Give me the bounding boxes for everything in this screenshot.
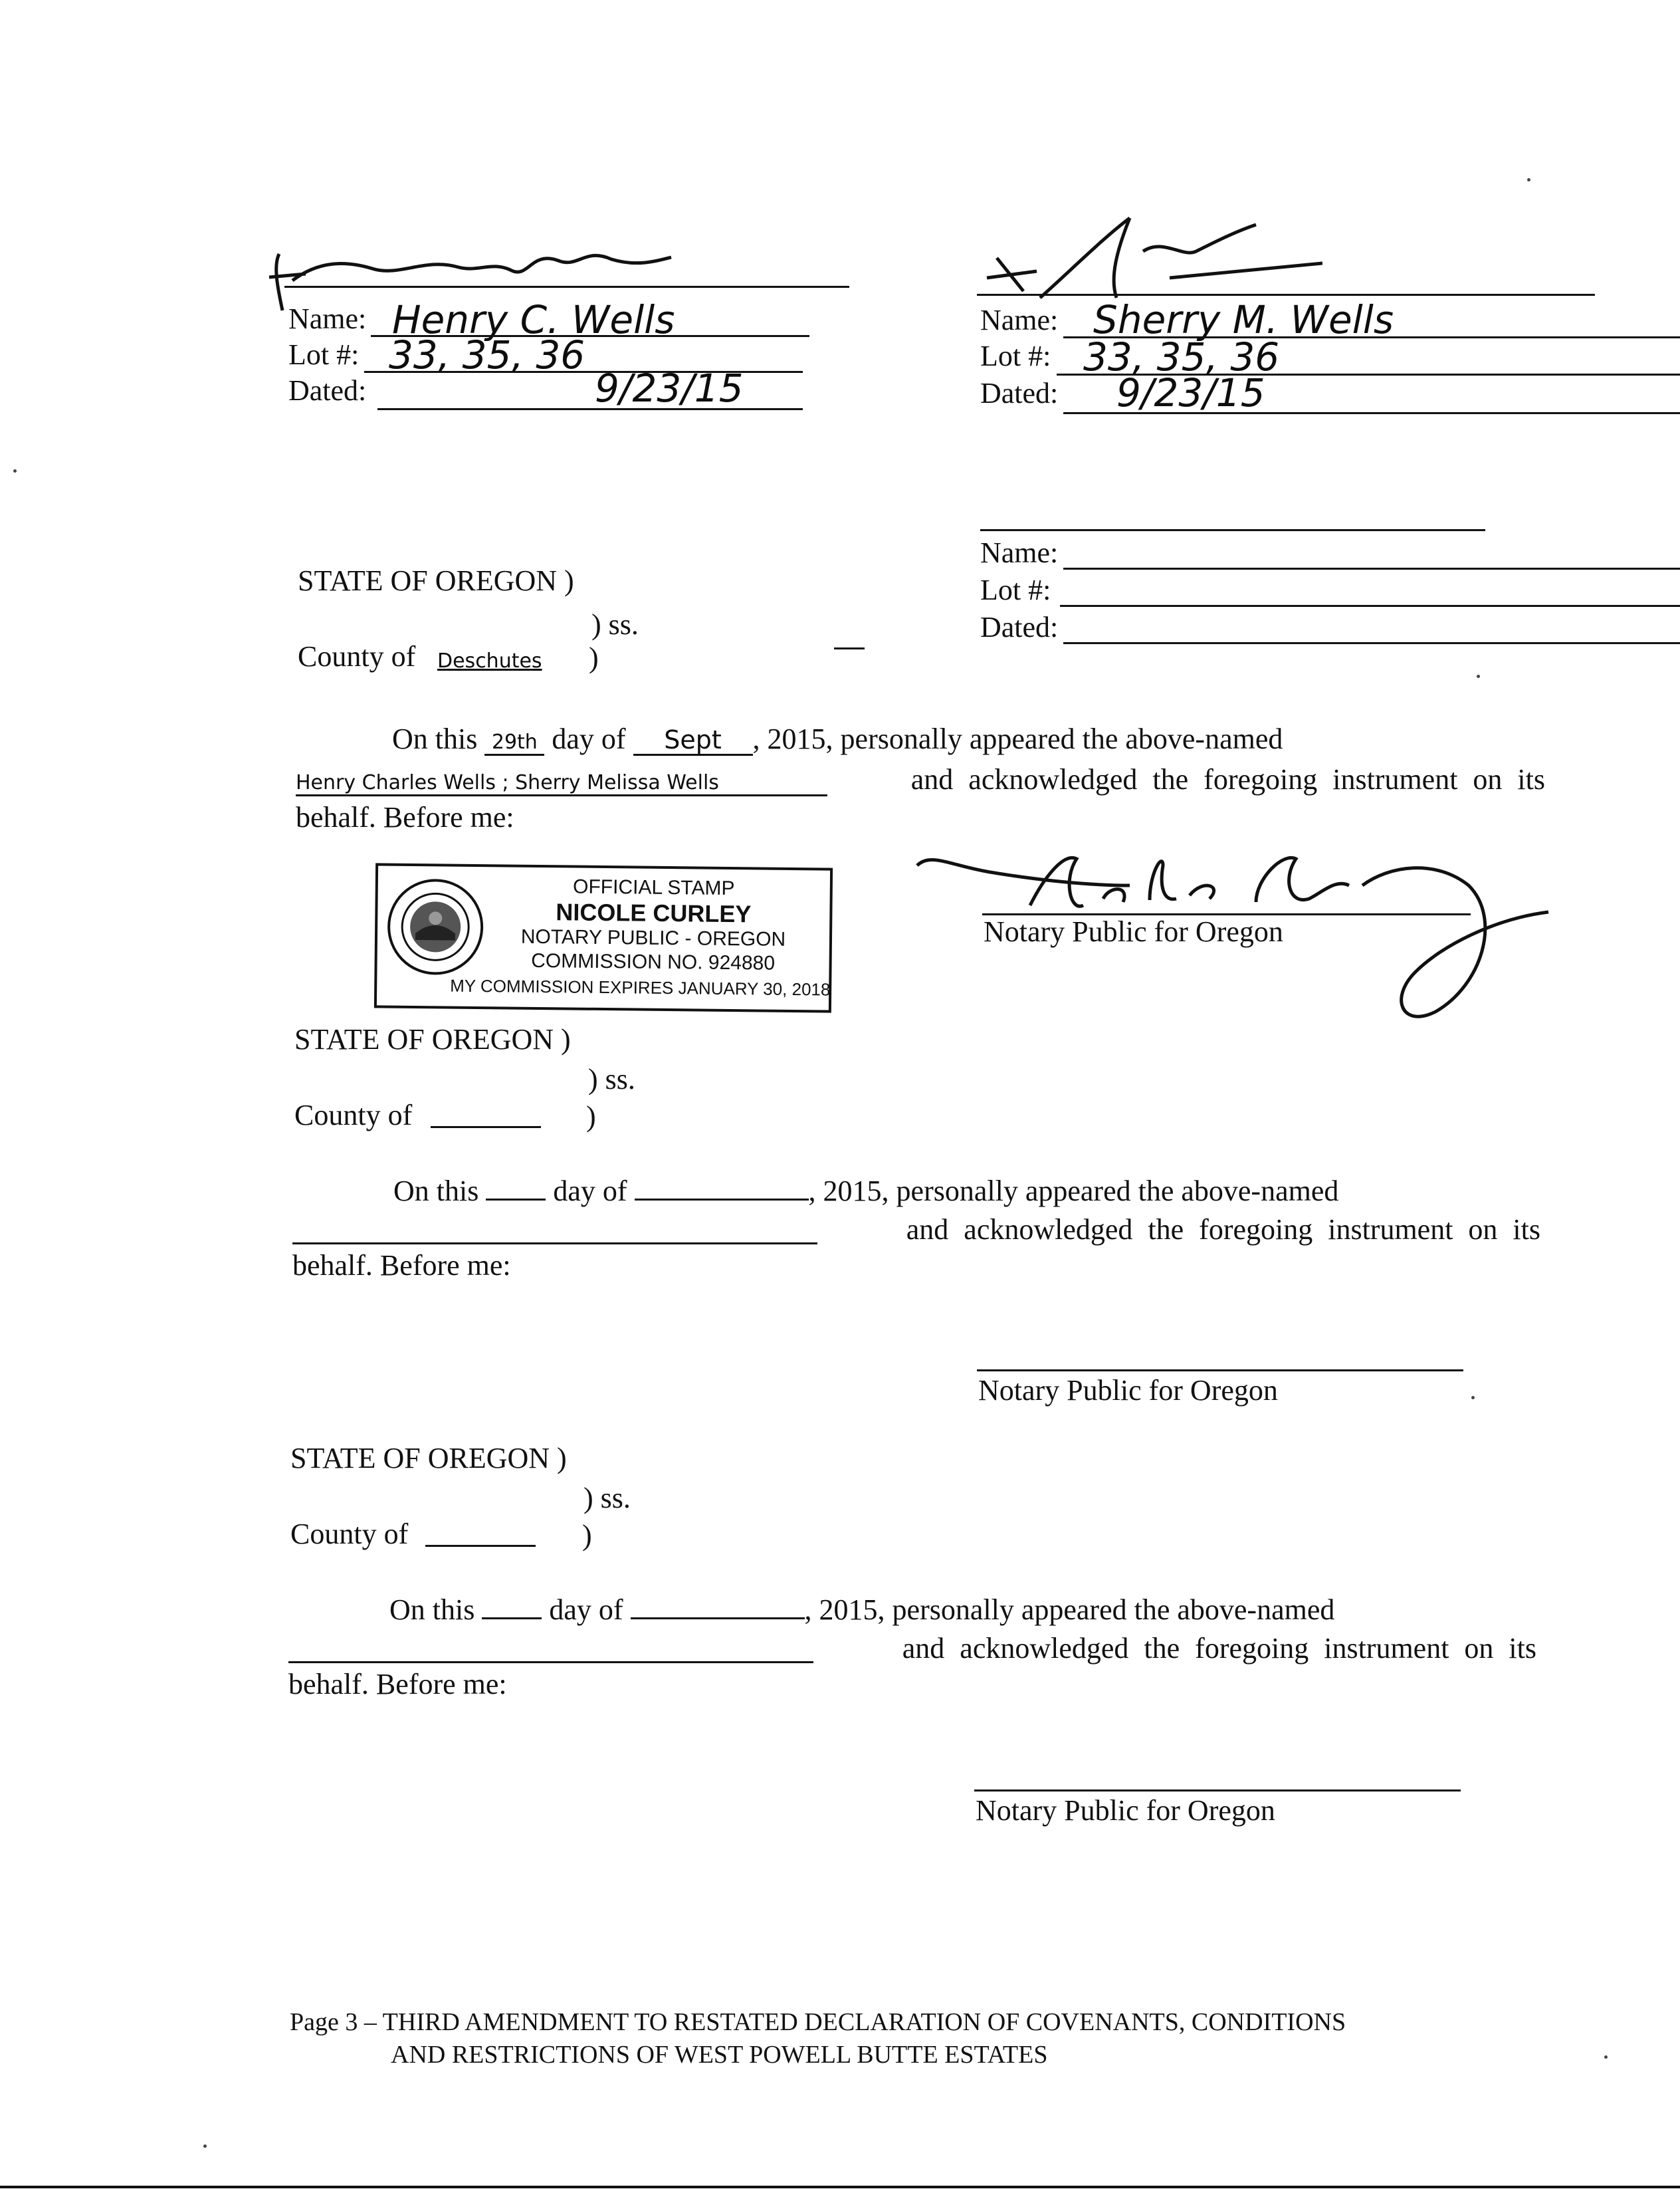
- stamp-line-5: MY COMMISSION EXPIRES JANUARY 30, 2018: [450, 975, 831, 1000]
- name-label: Name:: [980, 536, 1059, 569]
- county-label: County of: [294, 1099, 413, 1131]
- lot-label: Lot #:: [980, 574, 1051, 606]
- notary-caption: Notary Public for Oregon: [976, 1794, 1275, 1827]
- notary-caption: Notary Public for Oregon: [984, 915, 1283, 948]
- county-blank: [431, 1126, 541, 1128]
- appearance-paragraph: [296, 725, 1545, 832]
- name-value: Sherry M. Wells: [1093, 297, 1394, 342]
- county-close: ): [586, 1100, 596, 1133]
- page-footer: [290, 2006, 1346, 2072]
- dated-value: 9/23/15: [595, 366, 744, 411]
- notary-block-1: [0, 0, 1680, 1037]
- appearance-paragraph: [292, 1177, 1540, 1280]
- lot-value: 33, 35, 36: [389, 332, 585, 378]
- state-heading: STATE OF OREGON ): [294, 1023, 571, 1056]
- notary-block-2: [0, 1017, 1680, 1416]
- dated-label: Dated:: [980, 611, 1059, 643]
- on-this-text: On this: [392, 723, 478, 755]
- appearance-paragraph: [288, 1595, 1536, 1699]
- county-close: ): [589, 641, 599, 674]
- day-of-text: day of: [549, 1593, 623, 1626]
- name-label: Name:: [288, 302, 367, 335]
- scan-speck: [1527, 178, 1530, 181]
- named-parties-value: Henry Charles Wells ; Sherry Melissa Wells: [296, 771, 719, 794]
- ss-label: ) ss.: [583, 1482, 631, 1514]
- state-heading: STATE OF OREGON ): [298, 564, 574, 597]
- notary-official-stamp: [374, 863, 833, 1012]
- ack-text: and acknowledged the foregoing instrument on its: [902, 1632, 1536, 1665]
- month-value: Sept: [664, 725, 722, 754]
- name-value: Henry C. Wells: [392, 297, 675, 342]
- year-text: , 2015, personally appeared the above-named: [752, 723, 1283, 755]
- stamp-line-4: COMMISSION NO. 924880: [531, 949, 776, 975]
- dated-label: Dated:: [288, 374, 367, 407]
- behalf-text: behalf. Before me:: [292, 1249, 511, 1282]
- scan-speck: [1604, 2055, 1608, 2059]
- county-label: County of: [298, 640, 416, 673]
- lot-label: Lot #:: [288, 338, 360, 371]
- lot-value: 33, 35, 36: [1083, 334, 1280, 380]
- stamp-line-3: NOTARY PUBLIC - OREGON: [520, 925, 786, 951]
- name-label: Name:: [980, 304, 1059, 336]
- scan-speck: [13, 469, 17, 473]
- dated-label: Dated:: [980, 377, 1059, 409]
- behalf-text: behalf. Before me:: [288, 1668, 507, 1700]
- year-text: , 2015, personally appeared the above-named: [808, 1175, 1339, 1207]
- state-heading: STATE OF OREGON ): [290, 1442, 567, 1474]
- footer-line-2: AND RESTRICTIONS OF WEST POWELL BUTTE ESTATES: [391, 2041, 1048, 2069]
- scan-speck: [203, 2144, 207, 2148]
- ss-label: ) ss.: [591, 608, 639, 641]
- county-value: Deschutes: [437, 649, 542, 673]
- state-seal-icon: [385, 877, 486, 978]
- notary-caption: Notary Public for Oregon: [978, 1374, 1278, 1407]
- on-this-text: On this: [393, 1175, 479, 1207]
- ss-label: ) ss.: [588, 1063, 635, 1096]
- day-value: 29th: [491, 731, 538, 754]
- ack-text: and acknowledged the foregoing instrument on its: [906, 1213, 1540, 1246]
- stamp-line-2: NICOLE CURLEY: [556, 898, 752, 928]
- scan-speck: [1471, 1396, 1475, 1399]
- stamp-line-1: OFFICIAL STAMP: [572, 875, 735, 900]
- county-label: County of: [290, 1518, 409, 1550]
- day-of-text: day of: [553, 1175, 627, 1207]
- county-blank: [425, 1545, 536, 1547]
- scan-bottom-edge: [0, 2186, 1680, 2188]
- year-text: , 2015, personally appeared the above-named: [804, 1593, 1335, 1626]
- day-of-text: day of: [552, 723, 626, 755]
- lot-label: Lot #:: [980, 340, 1051, 372]
- scan-speck: [1477, 675, 1480, 678]
- county-close: ): [582, 1519, 592, 1552]
- behalf-text: behalf. Before me:: [296, 801, 514, 834]
- dated-value: 9/23/15: [1116, 370, 1265, 415]
- ack-text: and acknowledged the foregoing instrument on its: [910, 763, 1545, 796]
- notary-block-3: [0, 1436, 1680, 1835]
- on-this-text: On this: [389, 1593, 475, 1626]
- footer-line-1: Page 3 – THIRD AMENDMENT TO RESTATED DECLARATION OF COVENANTS, CONDITIONS: [290, 2008, 1346, 2036]
